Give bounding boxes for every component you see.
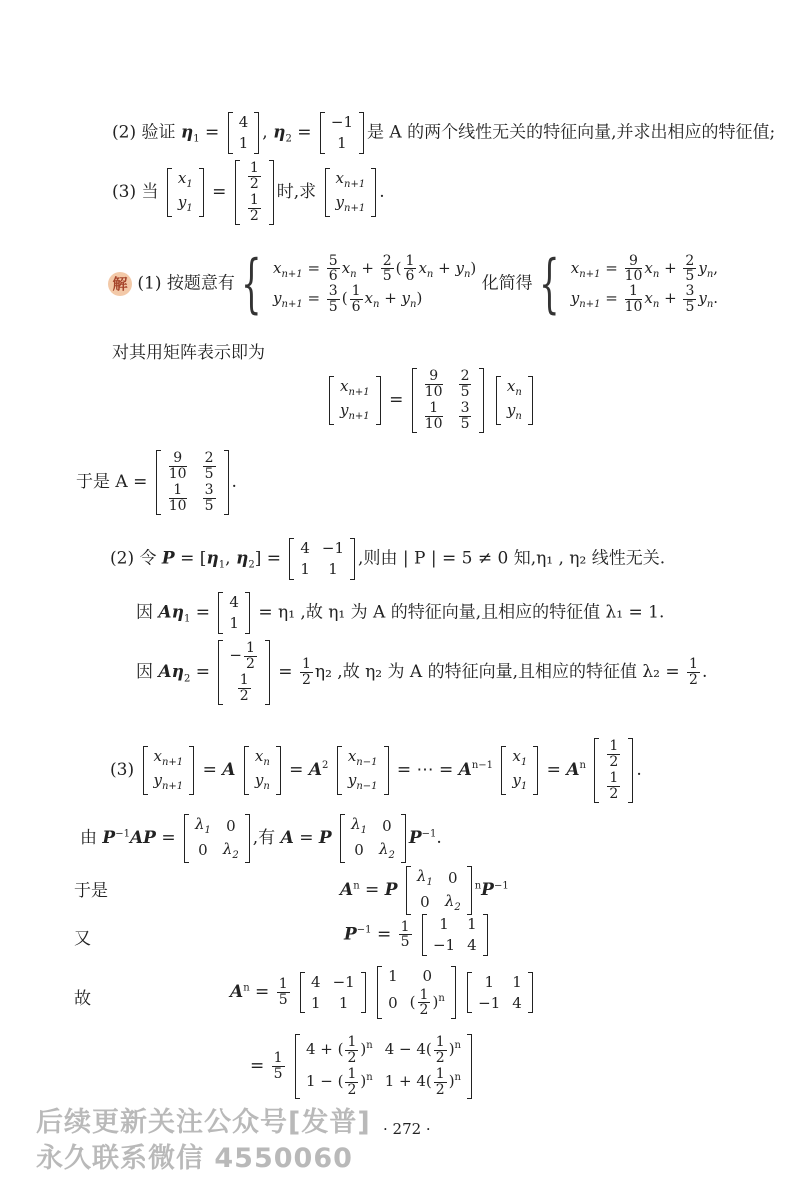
eig1-prefix: 因 (136, 602, 153, 623)
question-2: (2) 验证 $\eta_1$ = 4 1 , $\eta_2$ = −1 1 是 A 的两个线性无关的特征向量,并求出相应的特征值; (112, 113, 776, 152)
p2-text: ,则由 | P | = 5 ≠ 0 知,η₁ , η₂ 线性无关. (358, 548, 666, 569)
gu-label: 故 (74, 989, 91, 1009)
p2-label: (2) 令 (110, 548, 157, 569)
q2-label: (2) 验证 (112, 122, 176, 143)
q3-mid: 时,求 (276, 181, 317, 202)
watermark-line-2: 永久联系微信 4550060 (36, 1143, 353, 1174)
diag-relation: 由 $P^{-1}AP$ = $\lambda_1$ 0 0 $\lambda_2$ ,有 A = P $\lambda_1$ 0 0 $\lambda_2$ $P^{-1}$. (80, 814, 442, 863)
solution-badge: 解 (108, 272, 132, 296)
matrix-intro: 对其用矩阵表示即为 (112, 343, 265, 363)
q3-label: (3) 当 (112, 181, 159, 202)
solution-part2: (2) 令 $P = [\eta_1$, $\eta_2$] = 4 −1 1 1 ,则由 | P | = 5 ≠ 0 知,η₁ , η₂ 线性无关. (110, 539, 666, 578)
question-3: (3) 当 $x_1$ $y_1$ = $\frac{1}{2}$ $\frac{1}{2}$ 时,求 $x_{n+1}$ $y_{n+1}$ . (112, 160, 385, 225)
by-mid: ,有 (252, 828, 276, 848)
so-A-label: 于是 A = (76, 471, 148, 492)
watermark-line-1: 后续更新关注公众号[发普] (36, 1107, 371, 1138)
eta2-vector: −1 1 (320, 112, 364, 154)
An-expanded: $A^n$ = $\frac{1}{5}$ 4 −1 1 1 1 0 0 ( $\frac{1}{2}$ )$^n$ 1 1 −1 4 (230, 966, 536, 1019)
eigen-2: 因 $A\eta_2$ = − $\frac{1}{2}$ $\frac{1}{2}$ = $\frac{1}{2}$ η₂ ,故 η₂ 为 A 的特征向量,且相应的特征值 λ₂ = $\frac{1}{2}$ . (136, 640, 708, 705)
eta1-vector: 4 1 (228, 112, 260, 154)
by-prefix: 由 (80, 828, 97, 848)
p1-label: (1) 按题意有 (137, 273, 235, 294)
simplify-label: 化简得 (481, 273, 533, 294)
q2-text: 是 A 的两个线性无关的特征向量,并求出相应的特征值; (367, 122, 776, 143)
matrix-equation: $x_{n+1}$ $y_{n+1}$ = $\frac{9}{10}$ $\frac{2}{5}$ $\frac{1}{10}$ $\frac{3}{5}$ $x_n$ $y_n$ (326, 368, 536, 433)
page-number: · 272 · (383, 1120, 431, 1138)
solution-part1: 解 (1) 按题意有{ $x_{n+1}$ = $\frac{5}{6}$ $x_n$ + $\frac{2}{5}$ ( $\frac{1}{6}$ $x_n + y_n$) $y_{n+1}$ = $\frac{3}{5}$ ( $\frac{1}{6}$ $x_n + y_n$) 化简得{ $x_{n+1}$ = $\frac{9}{10}$ $x_n$ + $\frac{2}{5}$ $y_n$, $y_{n+1}$ = $\frac{1}{10}$ $x_n$ + $\frac{3}{5}$ $y_n$. (108, 252, 718, 316)
P-inverse: $P^{-1}$ = $\frac{1}{5}$ 1 1 −1 4 (344, 914, 491, 956)
matrix-A: 于是 A = $\frac{9}{10}$ $\frac{2}{5}$ $\frac{1}{10}$ $\frac{3}{5}$ . (76, 450, 237, 515)
solution-part3: (3) $x_{n+1}$ $y_{n+1}$ = A $x_n$ $y_n$ = $A^2$ $x_{n-1}$ $y_{n-1}$ = ⋯ = $A^{n-1}$ $x_1$ $y_1$ = $A^n$ $\frac{1}{2}$ $\frac{1}{2}$ . (110, 738, 642, 803)
yushi-label: 于是 (74, 881, 108, 901)
eigen-1: 因 $A\eta_1$ = 4 1 = η₁ ,故 η₁ 为 A 的特征向量,且相应的特征值 λ₁ = 1. (136, 593, 665, 632)
eig2-prefix: 因 (136, 661, 153, 682)
An-formula: $A^n = P$ $\lambda_1$ 0 0 $\lambda_2$ $^nP^{-1}$ (340, 866, 509, 915)
you-label: 又 (74, 929, 91, 949)
An-result: = $\frac{1}{5}$ 4 + ( $\frac{1}{2}$ )$^n$ 4 − 4( $\frac{1}{2}$ )$^n$ 1 − ( $\frac{1}{2}$ )$^n$ 1 + 4( $\frac{1}{2}$ )$^n$ (250, 1034, 475, 1099)
eig2-text: η₂ ,故 η₂ 为 A 的特征向量,且相应的特征值 λ₂ = (314, 661, 680, 682)
p3-label: (3) (110, 759, 135, 780)
eig1-text: = η₁ ,故 η₁ 为 A 的特征向量,且相应的特征值 λ₁ = 1. (258, 602, 665, 623)
